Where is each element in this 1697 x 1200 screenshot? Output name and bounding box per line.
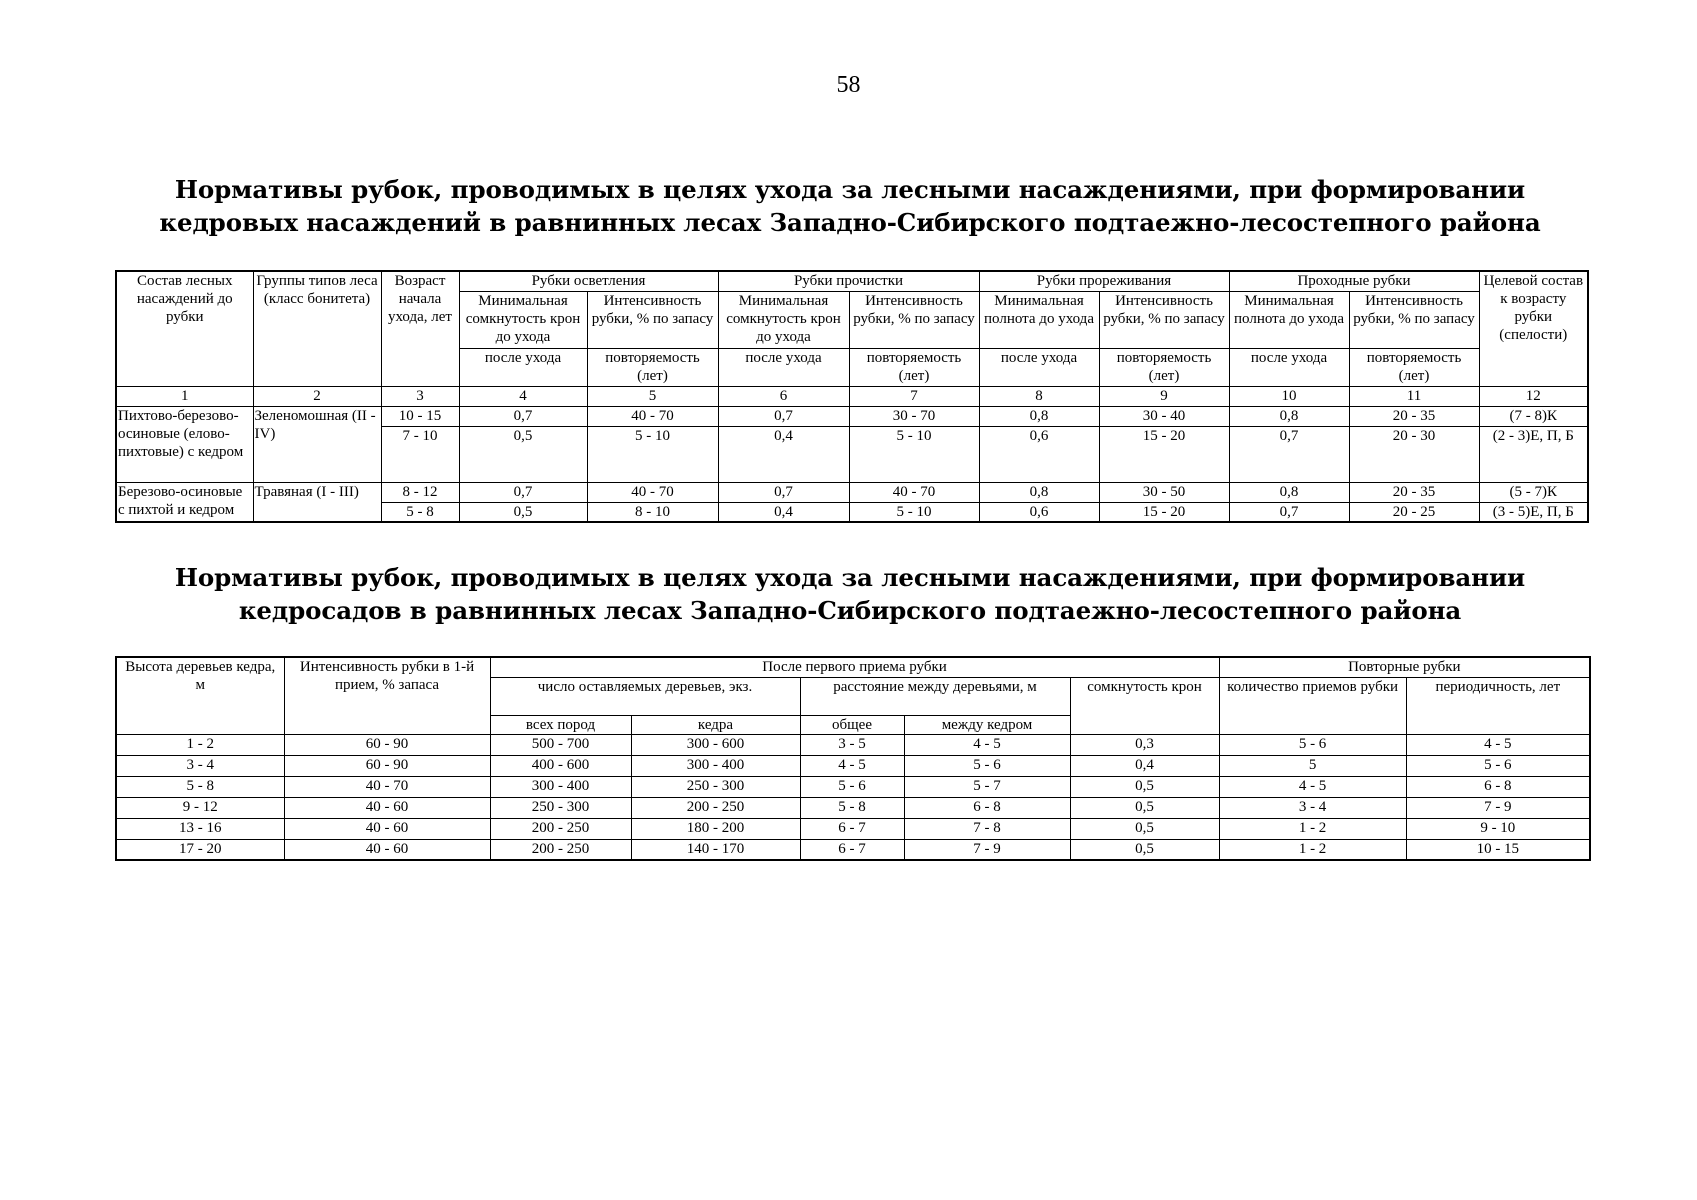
cell: 0,7 bbox=[459, 482, 587, 502]
table-row bbox=[116, 734, 1590, 755]
cell: 0,6 bbox=[979, 502, 1099, 522]
header-intensity: Интенсивность рубки, % по запасу bbox=[587, 291, 718, 348]
header-intensity: Интенсивность рубки, % по запасу bbox=[1349, 291, 1479, 348]
cell: 3 - 4 bbox=[116, 755, 284, 776]
header-between-cedar: между кедром bbox=[904, 715, 1070, 734]
cell: 9 - 12 bbox=[116, 797, 284, 818]
header-composition: Состав лесных насаждений до рубки bbox=[116, 271, 253, 386]
cell: 7 - 9 bbox=[904, 839, 1070, 860]
header-after: после ухода bbox=[979, 348, 1099, 386]
cell: 7 - 8 bbox=[904, 818, 1070, 839]
cell: 30 - 70 bbox=[849, 406, 979, 426]
header-crown: сомкнутость крон bbox=[1070, 677, 1219, 734]
cell: 40 - 60 bbox=[284, 818, 490, 839]
cell: 5 - 10 bbox=[849, 502, 979, 522]
header-forest-types: Группы типов леса (класс бонитета) bbox=[253, 271, 381, 386]
header-prochist: Рубки прочистки bbox=[718, 271, 979, 291]
header-age: Возраст начала ухода, лет bbox=[381, 271, 459, 386]
cell: 7 - 9 bbox=[1406, 797, 1590, 818]
header-after: после ухода bbox=[718, 348, 849, 386]
cell: 8 - 12 bbox=[381, 482, 459, 502]
composition-cell: Березово-осиновые с пихтой и кедром bbox=[116, 482, 253, 522]
cell: 40 - 70 bbox=[587, 482, 718, 502]
cell: 140 - 170 bbox=[631, 839, 800, 860]
header-intensity: Интенсивность рубки, % по запасу bbox=[849, 291, 979, 348]
cell: 5 - 8 bbox=[800, 797, 904, 818]
forest-type-cell: Зеленомошная (II - IV) bbox=[253, 406, 381, 482]
cell: 0,7 bbox=[718, 482, 849, 502]
cell: 0,3 bbox=[1070, 734, 1219, 755]
header-osvetl: Рубки осветления bbox=[459, 271, 718, 291]
cell: 40 - 60 bbox=[284, 797, 490, 818]
cell: 300 - 400 bbox=[490, 776, 631, 797]
header-count: количество приемов рубки bbox=[1219, 677, 1406, 734]
cell: 0,7 bbox=[1229, 426, 1349, 482]
cell: 20 - 30 bbox=[1349, 426, 1479, 482]
cell: 5 - 7 bbox=[904, 776, 1070, 797]
cell: 500 - 700 bbox=[490, 734, 631, 755]
header-repeat: повторяемость (лет) bbox=[587, 348, 718, 386]
cell: 0,4 bbox=[1070, 755, 1219, 776]
header-min-density: Минимальная полнота до ухода bbox=[979, 291, 1099, 348]
cedar-gardens-table bbox=[115, 656, 1591, 861]
table-row bbox=[116, 839, 1590, 860]
header-trees-left: число оставляемых деревьев, экз. bbox=[490, 677, 800, 715]
cell: 5 - 6 bbox=[800, 776, 904, 797]
col-number: 4 bbox=[459, 386, 587, 406]
cell: 0,7 bbox=[459, 406, 587, 426]
header-target: Целевой состав к возрасту рубки (спелости) bbox=[1479, 271, 1588, 386]
cell: 4 - 5 bbox=[904, 734, 1070, 755]
table-row bbox=[116, 818, 1590, 839]
header-cedar: кедра bbox=[631, 715, 800, 734]
cell: 5 - 10 bbox=[587, 426, 718, 482]
cell: 6 - 8 bbox=[1406, 776, 1590, 797]
table-row bbox=[116, 755, 1590, 776]
cell: 13 - 16 bbox=[116, 818, 284, 839]
cell: 0,8 bbox=[1229, 482, 1349, 502]
header-repeat: повторяемость (лет) bbox=[1099, 348, 1229, 386]
header-repeat-cuts: Повторные рубки bbox=[1219, 657, 1590, 677]
cell: 250 - 300 bbox=[631, 776, 800, 797]
cedar-stands-table bbox=[115, 270, 1589, 523]
composition-cell: Пихтово-березово-осиновые (елово-пихтовые) с кедром bbox=[116, 406, 253, 482]
cell: 17 - 20 bbox=[116, 839, 284, 860]
col-number: 8 bbox=[979, 386, 1099, 406]
cell: 40 - 60 bbox=[284, 839, 490, 860]
header-after: после ухода bbox=[459, 348, 587, 386]
col-number: 12 bbox=[1479, 386, 1588, 406]
cell: (7 - 8)К bbox=[1479, 406, 1588, 426]
header-total: общее bbox=[800, 715, 904, 734]
cell: 5 - 6 bbox=[1406, 755, 1590, 776]
header-after: после ухода bbox=[1229, 348, 1349, 386]
table-row bbox=[116, 406, 1588, 426]
col-number: 10 bbox=[1229, 386, 1349, 406]
cell: 5 bbox=[1219, 755, 1406, 776]
header-intensity: Интенсивность рубки, % по запасу bbox=[1099, 291, 1229, 348]
header-after-first: После первого приема рубки bbox=[490, 657, 1219, 677]
cell: (2 - 3)Е, П, Б bbox=[1479, 426, 1588, 482]
header-height: Высота деревьев кедра, м bbox=[116, 657, 284, 734]
cell: 6 - 7 bbox=[800, 818, 904, 839]
cell: 0,7 bbox=[1229, 502, 1349, 522]
col-number: 1 bbox=[116, 386, 253, 406]
header-prohod: Проходные рубки bbox=[1229, 271, 1479, 291]
header-min-crown: Минимальная сомкнутость крон до ухода bbox=[718, 291, 849, 348]
cell: 0,8 bbox=[979, 482, 1099, 502]
cell: 250 - 300 bbox=[490, 797, 631, 818]
header-repeat: повторяемость (лет) bbox=[1349, 348, 1479, 386]
cell: 20 - 25 bbox=[1349, 502, 1479, 522]
cell: 10 - 15 bbox=[381, 406, 459, 426]
col-number: 7 bbox=[849, 386, 979, 406]
cell: 3 - 4 bbox=[1219, 797, 1406, 818]
table-row bbox=[116, 776, 1590, 797]
cell: 20 - 35 bbox=[1349, 406, 1479, 426]
cell: (3 - 5)Е, П, Б bbox=[1479, 502, 1588, 522]
cell: 5 - 8 bbox=[116, 776, 284, 797]
cell: 6 - 7 bbox=[800, 839, 904, 860]
cell: 15 - 20 bbox=[1099, 502, 1229, 522]
cell: 0,8 bbox=[1229, 406, 1349, 426]
table2-title: Нормативы рубок, проводимых в целях ухода за лесными насаждениями, при формировании кедросадов в равнинных лесах Западно-Сибирского подтаежно-лесостепного района bbox=[174, 563, 1526, 625]
header-repeat: повторяемость (лет) bbox=[849, 348, 979, 386]
cell: 60 - 90 bbox=[284, 734, 490, 755]
cell: 5 - 6 bbox=[904, 755, 1070, 776]
cell: 8 - 10 bbox=[587, 502, 718, 522]
cell: 60 - 90 bbox=[284, 755, 490, 776]
forest-type-cell: Травяная (I - III) bbox=[253, 482, 381, 522]
cell: 1 - 2 bbox=[1219, 818, 1406, 839]
col-number: 9 bbox=[1099, 386, 1229, 406]
header-min-crown: Минимальная сомкнутость крон до ухода bbox=[459, 291, 587, 348]
cell: 4 - 5 bbox=[1406, 734, 1590, 755]
col-number: 5 bbox=[587, 386, 718, 406]
cell: 4 - 5 bbox=[1219, 776, 1406, 797]
col-number: 3 bbox=[381, 386, 459, 406]
cell: 7 - 10 bbox=[381, 426, 459, 482]
header-period: периодичность, лет bbox=[1406, 677, 1590, 734]
cell: 40 - 70 bbox=[587, 406, 718, 426]
cell: 1 - 2 bbox=[116, 734, 284, 755]
table-row bbox=[116, 482, 1588, 502]
table1-title: Нормативы рубок, проводимых в целях ухода за лесными насаждениями, при формировании кедровых насаждений в равнинных лесах Западно-Сибирского подтаежно-лесостепного района bbox=[159, 175, 1541, 237]
header-intensity: Интенсивность рубки в 1-й прием, % запаса bbox=[284, 657, 490, 734]
cell: 300 - 600 bbox=[631, 734, 800, 755]
cell: 0,5 bbox=[1070, 776, 1219, 797]
cell: 5 - 6 bbox=[1219, 734, 1406, 755]
cell: 30 - 50 bbox=[1099, 482, 1229, 502]
cell: 40 - 70 bbox=[849, 482, 979, 502]
cell: 200 - 250 bbox=[490, 818, 631, 839]
cell: 0,4 bbox=[718, 426, 849, 482]
cell: 3 - 5 bbox=[800, 734, 904, 755]
cell: 6 - 8 bbox=[904, 797, 1070, 818]
col-number: 2 bbox=[253, 386, 381, 406]
cell: (5 - 7)К bbox=[1479, 482, 1588, 502]
cell: 0,6 bbox=[979, 426, 1099, 482]
cell: 0,5 bbox=[459, 426, 587, 482]
cell: 400 - 600 bbox=[490, 755, 631, 776]
cell: 180 - 200 bbox=[631, 818, 800, 839]
cell: 30 - 40 bbox=[1099, 406, 1229, 426]
col-number: 6 bbox=[718, 386, 849, 406]
cell: 200 - 250 bbox=[490, 839, 631, 860]
header-prorezh: Рубки прореживания bbox=[979, 271, 1229, 291]
cell: 0,7 bbox=[718, 406, 849, 426]
cell: 0,8 bbox=[979, 406, 1099, 426]
cell: 20 - 35 bbox=[1349, 482, 1479, 502]
cell: 300 - 400 bbox=[631, 755, 800, 776]
table-row bbox=[116, 797, 1590, 818]
cell: 4 - 5 bbox=[800, 755, 904, 776]
cell: 9 - 10 bbox=[1406, 818, 1590, 839]
cell: 40 - 70 bbox=[284, 776, 490, 797]
cell: 5 - 10 bbox=[849, 426, 979, 482]
cell: 200 - 250 bbox=[631, 797, 800, 818]
cell: 0,4 bbox=[718, 502, 849, 522]
cell: 10 - 15 bbox=[1406, 839, 1590, 860]
cell: 1 - 2 bbox=[1219, 839, 1406, 860]
cell: 0,5 bbox=[1070, 797, 1219, 818]
cell: 15 - 20 bbox=[1099, 426, 1229, 482]
header-distance: расстояние между деревьями, м bbox=[800, 677, 1070, 715]
header-all-species: всех пород bbox=[490, 715, 631, 734]
cell: 0,5 bbox=[1070, 818, 1219, 839]
col-number: 11 bbox=[1349, 386, 1479, 406]
page-number: 58 bbox=[836, 72, 861, 98]
cell: 5 - 8 bbox=[381, 502, 459, 522]
cell: 0,5 bbox=[459, 502, 587, 522]
header-min-density: Минимальная полнота до ухода bbox=[1229, 291, 1349, 348]
cell: 0,5 bbox=[1070, 839, 1219, 860]
